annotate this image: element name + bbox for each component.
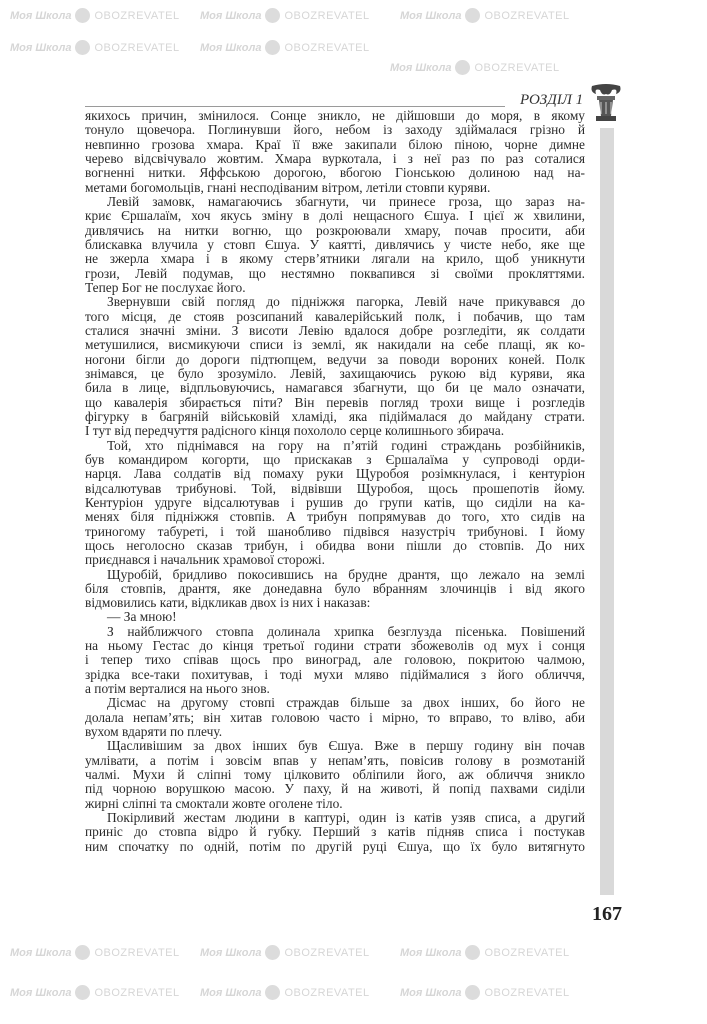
section-title: РОЗДІЛ 1 xyxy=(520,92,584,108)
watermark-brand-text: OBOZREVATEL xyxy=(94,946,180,959)
text-line: знімався, це було зрозуміло. Левій, захищаючись рукою від куряви, яка xyxy=(85,365,585,381)
text-line: Тепер Бог не послухає його. xyxy=(85,279,246,295)
watermark xyxy=(10,8,180,23)
watermark xyxy=(10,945,180,960)
text-line: метами богомольців, гнані несподіваним вітром, летіли стовпи куряви. xyxy=(85,179,491,195)
watermark xyxy=(400,945,570,960)
text-line: Щуробій, бридливо покосившись на брудне дрантя, що лежало на землі xyxy=(107,566,585,582)
text-line: Той, хто піднімався на гору на п’ятій годині страждань розбійників, xyxy=(107,437,585,453)
obozrevatel-logo-icon xyxy=(265,40,280,55)
text-line: і тепер тихо співав щось про виноград, але головою, покритою чалмою, xyxy=(85,652,585,668)
paragraph xyxy=(85,811,585,854)
watermark-brand-text: OBOZREVATEL xyxy=(284,9,370,22)
paragraph xyxy=(85,696,585,739)
watermark-school-text: Моя Школа xyxy=(200,41,262,54)
paragraph xyxy=(85,625,585,697)
watermark-school-text: Моя Школа xyxy=(200,986,262,999)
text-line: фігурку в багряній військовій хламіді, яка підіймалася до майдану страти. xyxy=(85,408,585,424)
obozrevatel-logo-icon xyxy=(75,985,90,1000)
text-line: нарця. Лава солдатів від помаху руки Щуробоя розімкнулася, і кентуріон xyxy=(85,466,585,482)
text-line: був командиром когорти, що прискакав з Єршалаїма у супроводі орди- xyxy=(85,451,585,467)
text-line: а потім верталися на нього знов. xyxy=(85,681,270,697)
watermark-brand-text: OBOZREVATEL xyxy=(484,946,570,959)
column-capital-ornament-icon xyxy=(588,82,624,126)
text-line: Покірливий жестам людини в каптурі, один із катів узяв списа, а другий xyxy=(107,810,585,826)
text-line: щось неголосно сказав трибун, і обидва вони пішли до стовпів. До них xyxy=(85,537,585,553)
text-line: на ньому Гестас до кінця третьої години страти збожеволів од мух і сонця xyxy=(85,638,585,654)
text-line: метушилися, висмикуючи списи із землі, як накидали на себе плащі, як ко- xyxy=(85,337,585,353)
watermark xyxy=(200,945,370,960)
watermark-school-text: Моя Школа xyxy=(400,946,462,959)
text-line: З найближчого стовпа долинала хрипка безглузда пісенька. Повішений xyxy=(107,623,585,639)
watermark-brand-text: OBOZREVATEL xyxy=(284,946,370,959)
obozrevatel-logo-icon xyxy=(465,8,480,23)
text-line: якихось причин, змінилося. Сонце зникло, не дійшовши до моря, в якому xyxy=(85,108,585,123)
paragraph xyxy=(85,109,585,195)
obozrevatel-logo-icon xyxy=(465,945,480,960)
text-line: біля стовпів, дрантя, яке донедавна було вбранням злочинців і від якого xyxy=(85,580,585,596)
text-line: криє Єршалаїм, хоч якусь зміну в долі нещасного Єшуа. І цієї ж хвилини, xyxy=(85,208,585,224)
text-line: не зжерла хмара і в якому стерв’ятники лягали на крило, щоб уникнути xyxy=(85,251,585,267)
watermark xyxy=(390,60,560,75)
watermark-brand-text: OBOZREVATEL xyxy=(484,9,570,22)
text-line: зрідка все-таки похитував, і тоді мухи мляво підіймалися з його обличчя, xyxy=(85,666,585,682)
body-text xyxy=(85,109,585,854)
obozrevatel-logo-icon xyxy=(265,985,280,1000)
text-line: того місця, де стояв розсипаний кавалерійський полк, і побачив, що там xyxy=(85,308,585,324)
paragraph xyxy=(85,568,585,611)
watermark-brand-text: OBOZREVATEL xyxy=(284,986,370,999)
text-line: Дісмас на другому стовпі страждав більше за двох інших, бо його не xyxy=(107,695,585,711)
watermark xyxy=(200,8,370,23)
text-line: вогненні нитки. Яффською дорогою, вбогою Гіонською долиною над на- xyxy=(85,165,585,181)
text-line: жирні сліпні та смоктали жовте оголене тіло. xyxy=(85,795,343,811)
watermark-school-text: Моя Школа xyxy=(10,946,72,959)
text-line: невпинно грозова хмара. Краї її вже закипали білою піною, чорне димне xyxy=(85,136,585,152)
text-line: тонуло щовечора. Поглинувши його, небом із заходу здіймалася грізно й xyxy=(85,122,585,138)
watermark-brand-text: OBOZREVATEL xyxy=(94,41,180,54)
watermark-brand-text: OBOZREVATEL xyxy=(484,986,570,999)
text-line: Левій замовк, намагаючись збагнути, чи принесе гроза, що зараз на- xyxy=(107,193,585,209)
watermark-school-text: Моя Школа xyxy=(200,9,262,22)
text-line: чалмі. Мухи й сліпні тому цілковито обліпили його, аж обличчя зникло xyxy=(85,767,585,783)
obozrevatel-logo-icon xyxy=(75,8,90,23)
text-line: що кавалерія збирається піти? Він перевів погляд трохи вище і розгледів xyxy=(85,394,585,410)
obozrevatel-logo-icon xyxy=(75,945,90,960)
watermark xyxy=(200,40,370,55)
paragraph xyxy=(85,439,585,568)
paragraph xyxy=(85,195,585,295)
obozrevatel-logo-icon xyxy=(265,8,280,23)
obozrevatel-logo-icon xyxy=(265,945,280,960)
header-divider xyxy=(85,106,505,107)
text-line: — За мною! xyxy=(107,609,177,625)
text-line: блискавка влучила у стовп Єшуа. У каятті, дивлячись у чисте небо, яке ще xyxy=(85,236,585,252)
text-line: відсалютував трибунові. Той, відвівши Щуробоя, щось прошепотів йому. xyxy=(85,480,585,496)
paragraph xyxy=(85,295,585,438)
text-line: умлівати, а потім і зовсім впав у непам’ять, повісив голову в розмотаній xyxy=(85,752,585,768)
text-line: вухом вдаряти по плечу. xyxy=(85,724,223,740)
watermark xyxy=(10,985,180,1000)
watermark-brand-text: OBOZREVATEL xyxy=(94,986,180,999)
obozrevatel-logo-icon xyxy=(455,60,470,75)
text-line: грози, Левій подумав, що нестямно поквапився зі своїми прокляттями. xyxy=(85,265,585,281)
page-number: 167 xyxy=(592,903,622,925)
watermark-school-text: Моя Школа xyxy=(200,946,262,959)
paragraph xyxy=(85,739,585,811)
text-line: приніс до стовпа відро й губку. Перший з катів підняв списа і постукав xyxy=(85,824,585,840)
watermark-brand-text: OBOZREVATEL xyxy=(284,41,370,54)
text-line: ногони бігли до дороги підтюпцем, ведучи за поводи вороних коней. Полк xyxy=(85,351,585,367)
text-line: Щасливішим за двох інших був Єшуа. Вже в першу годину він почав xyxy=(107,738,585,754)
watermark-school-text: Моя Школа xyxy=(390,61,452,74)
watermark-school-text: Моя Школа xyxy=(400,9,462,22)
text-line: І тут від передчуття радісного кінця похололо серце колишнього збирача. xyxy=(85,423,505,439)
obozrevatel-logo-icon xyxy=(465,985,480,1000)
paragraph xyxy=(85,610,585,624)
text-line: менях біля підніжжя стовпів. А трибун попрямував до того, хто сидів на xyxy=(85,509,585,525)
watermark-brand-text: OBOZREVATEL xyxy=(474,61,560,74)
obozrevatel-logo-icon xyxy=(75,40,90,55)
text-line: ним спочатку по одній, потім по другій руці Єшуа, що їх було витягнуто xyxy=(85,838,585,854)
watermark xyxy=(200,985,370,1000)
watermark xyxy=(400,985,570,1000)
text-line: черево відсвічувало жовтим. Хмара вуркотала, і з неї раз по раз соталися xyxy=(85,150,585,166)
watermark-school-text: Моя Школа xyxy=(400,986,462,999)
text-line: під чорною ворушкою масою. У паху, й на животі, й попід пахвами сиділи xyxy=(85,781,585,797)
watermark xyxy=(10,40,180,55)
text-line: била в лице, відпльовуючись, намагався збагнути, що би це мало означати, xyxy=(85,380,585,396)
text-line: триногому табуреті, і той шанобливо підвівся назустріч трибунові. І йому xyxy=(85,523,585,539)
text-line: приєднався і начальник храмової сторожі. xyxy=(85,552,325,568)
text-line: Кентуріон удруге відсалютував і рушив до групи катів, що сиділи на ка- xyxy=(85,494,585,510)
text-line: сталися значні зміни. З висоти Левію вдалося добре розгледіти, як солдати xyxy=(85,322,585,338)
text-line: Звернувши свій погляд до підніжжя пагорка, Левій наче прикувався до xyxy=(107,294,585,310)
watermark xyxy=(400,8,570,23)
text-line: долала непам’ять; він хитав головою часто і мірно, то вправо, то вліво, аби xyxy=(85,709,585,725)
text-line: відмовились кати, відкликав двох із них і наказав: xyxy=(85,595,371,611)
watermark-school-text: Моя Школа xyxy=(10,9,72,22)
watermark-brand-text: OBOZREVATEL xyxy=(94,9,180,22)
watermark-school-text: Моя Школа xyxy=(10,41,72,54)
watermark-school-text: Моя Школа xyxy=(10,986,72,999)
page-margin-bar xyxy=(600,128,614,895)
text-line: дивлячись на нитки вогню, що розкроювали хмару, почав просити, аби xyxy=(85,222,585,238)
